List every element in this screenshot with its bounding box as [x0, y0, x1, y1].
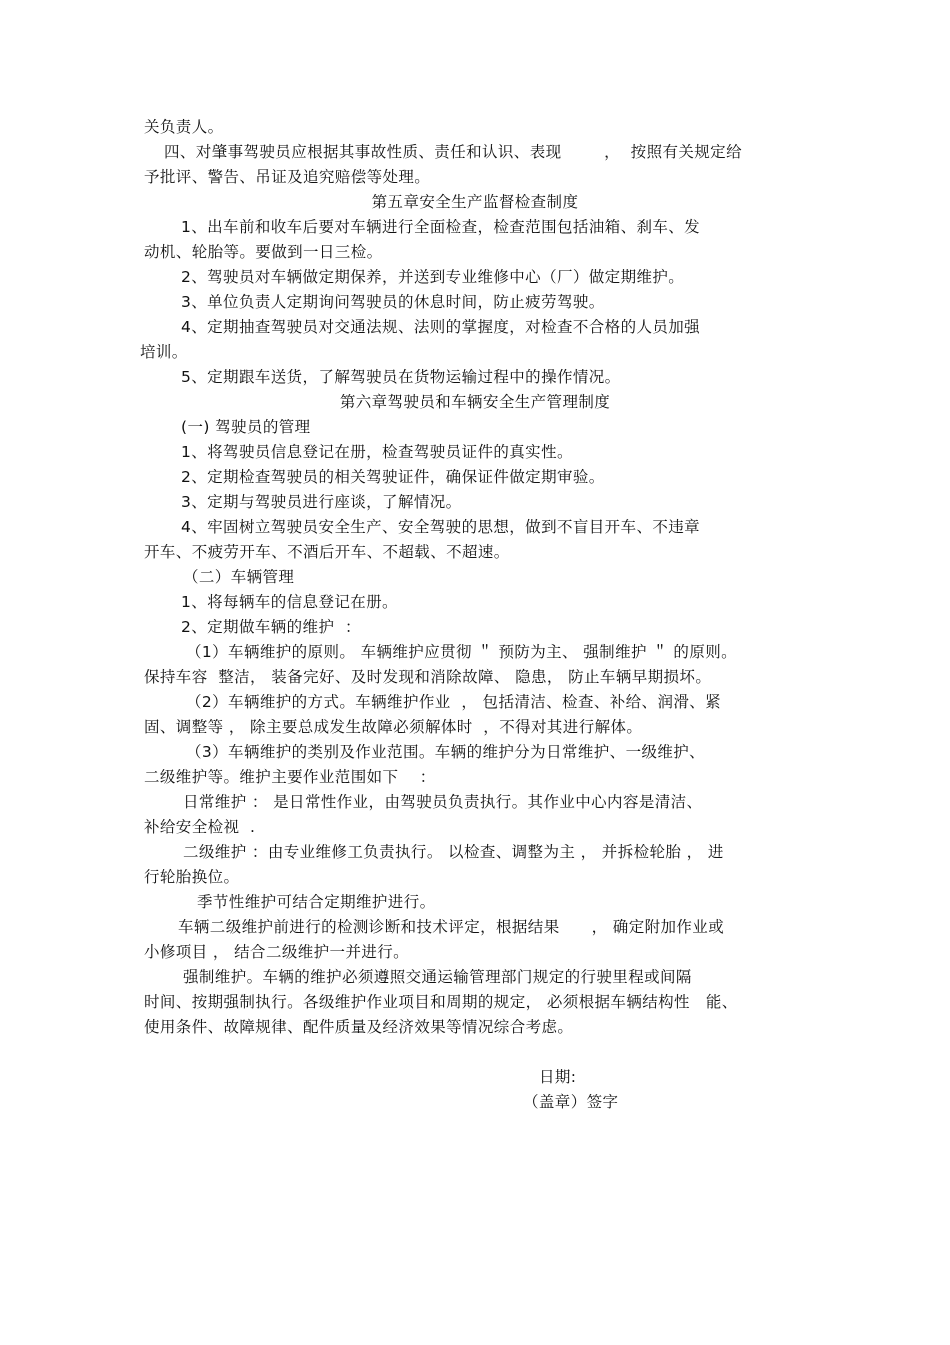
paragraph-line: 行轮胎换位。 [144, 868, 240, 886]
paragraph-line: 小修项目 ， 结合二级维护一并进行。 [144, 943, 410, 961]
signature-label: （盖章）签字 [523, 1093, 619, 1111]
paragraph-line: 车辆二级维护前进行的检测诊断和技术评定，根据结果 ， 确定附加作业或 [178, 918, 725, 936]
paragraph-line: 二级维护 ：由专业维修工负责执行。 以检查、调整为主 ， 并拆检轮胎 ， 进 [183, 843, 724, 861]
paragraph-line: 季节性维护可结合定期维护进行。 [197, 893, 436, 911]
paragraph-line: 4、牢固树立驾驶员安全生产、安全驾驶的思想，做到不盲目开车、不违章 [181, 518, 701, 536]
paragraph-line: 2、定期检查驾驶员的相关驾驶证件，确保证件做定期审验。 [181, 468, 605, 486]
paragraph-line: 3、单位负责人定期询问驾驶员的休息时间，防止疲劳驾驶。 [181, 293, 605, 311]
paragraph-line: 时间、按期强制执行。各级维护作业项目和周期的规定， 必须根据车辆结构性 能、 [144, 993, 738, 1011]
paragraph-line: 予批评、警告、吊证及追究赔偿等处理。 [144, 168, 431, 186]
paragraph-line: 保持车容 整洁， 装备完好、及时发现和消除故障、 隐患， 防止车辆早期损坏。 [144, 668, 712, 686]
paragraph-line: 1、将驾驶员信息登记在册，检查驾驶员证件的真实性。 [181, 443, 573, 461]
paragraph-line: 关负责人。 [144, 118, 224, 136]
paragraph-line: 2、驾驶员对车辆做定期保养，并送到专业维修中心（厂）做定期维护。 [181, 268, 685, 286]
paragraph-line: 1、将每辆车的信息登记在册。 [181, 593, 398, 611]
chapter-heading: 第六章驾驶员和车辆安全生产管理制度 [339, 393, 611, 411]
paragraph-line: 固、调整等 ， 除主要总成发生故障必须解体时 ，不得对其进行解体。 [144, 718, 643, 736]
paragraph-line: 2、定期做车辆的维护 ： [181, 618, 361, 636]
date-label: 日期: [539, 1068, 577, 1086]
paragraph-line: 使用条件、故障规律、配件质量及经济效果等情况综合考虑。 [144, 1018, 574, 1036]
paragraph-line: 二级维护等。维护主要作业范围如下 ： [144, 768, 436, 786]
paragraph-line: （3）车辆维护的类别及作业范围。车辆的维护分为日常维护、一级维护、 [186, 743, 706, 761]
section-heading: （二）车辆管理 [183, 568, 295, 586]
paragraph-line: 动机、轮胎等。要做到一日三检。 [144, 243, 383, 261]
paragraph-line: 1、出车前和收车后要对车辆进行全面检查，检查范围包括油箱、刹车、发 [181, 218, 701, 236]
paragraph-line: 3、定期与驾驶员进行座谈，了解情况。 [181, 493, 462, 511]
chapter-heading: 第五章安全生产监督检查制度 [371, 193, 579, 211]
paragraph-line: （2）车辆维护的方式。车辆维护作业 ， 包括清洁、检查、补给、润滑、紧 [186, 693, 722, 711]
paragraph-line: 4、定期抽查驾驶员对交通法规、法则的掌握度，对检查不合格的人员加强 [181, 318, 701, 336]
paragraph-line: 四、对肇事驾驶员应根据其事故性质、责任和认识、表现 ， 按照有关规定给 [164, 143, 742, 161]
paragraph-line: （1）车辆维护的原则。 车辆维护应贯彻 ＂ 预防为主、 强制维护 ＂ 的原则。 [186, 643, 738, 661]
section-heading: (一) 驾驶员的管理 [181, 418, 311, 436]
paragraph-line: 5、定期跟车送货，了解驾驶员在货物运输过程中的操作情况。 [181, 368, 621, 386]
paragraph-line: 强制维护。车辆的维护必须遵照交通运输管理部门规定的行驶里程或间隔 [183, 968, 692, 986]
paragraph-line: 日常维护 ： 是日常性作业，由驾驶员负责执行。其作业中心内容是清洁、 [183, 793, 703, 811]
paragraph-line: 培训。 [140, 343, 188, 361]
paragraph-line: 补给安全检视 . [144, 818, 256, 836]
paragraph-line: 开车、不疲劳开车、不酒后开车、不超载、不超速。 [144, 543, 510, 561]
